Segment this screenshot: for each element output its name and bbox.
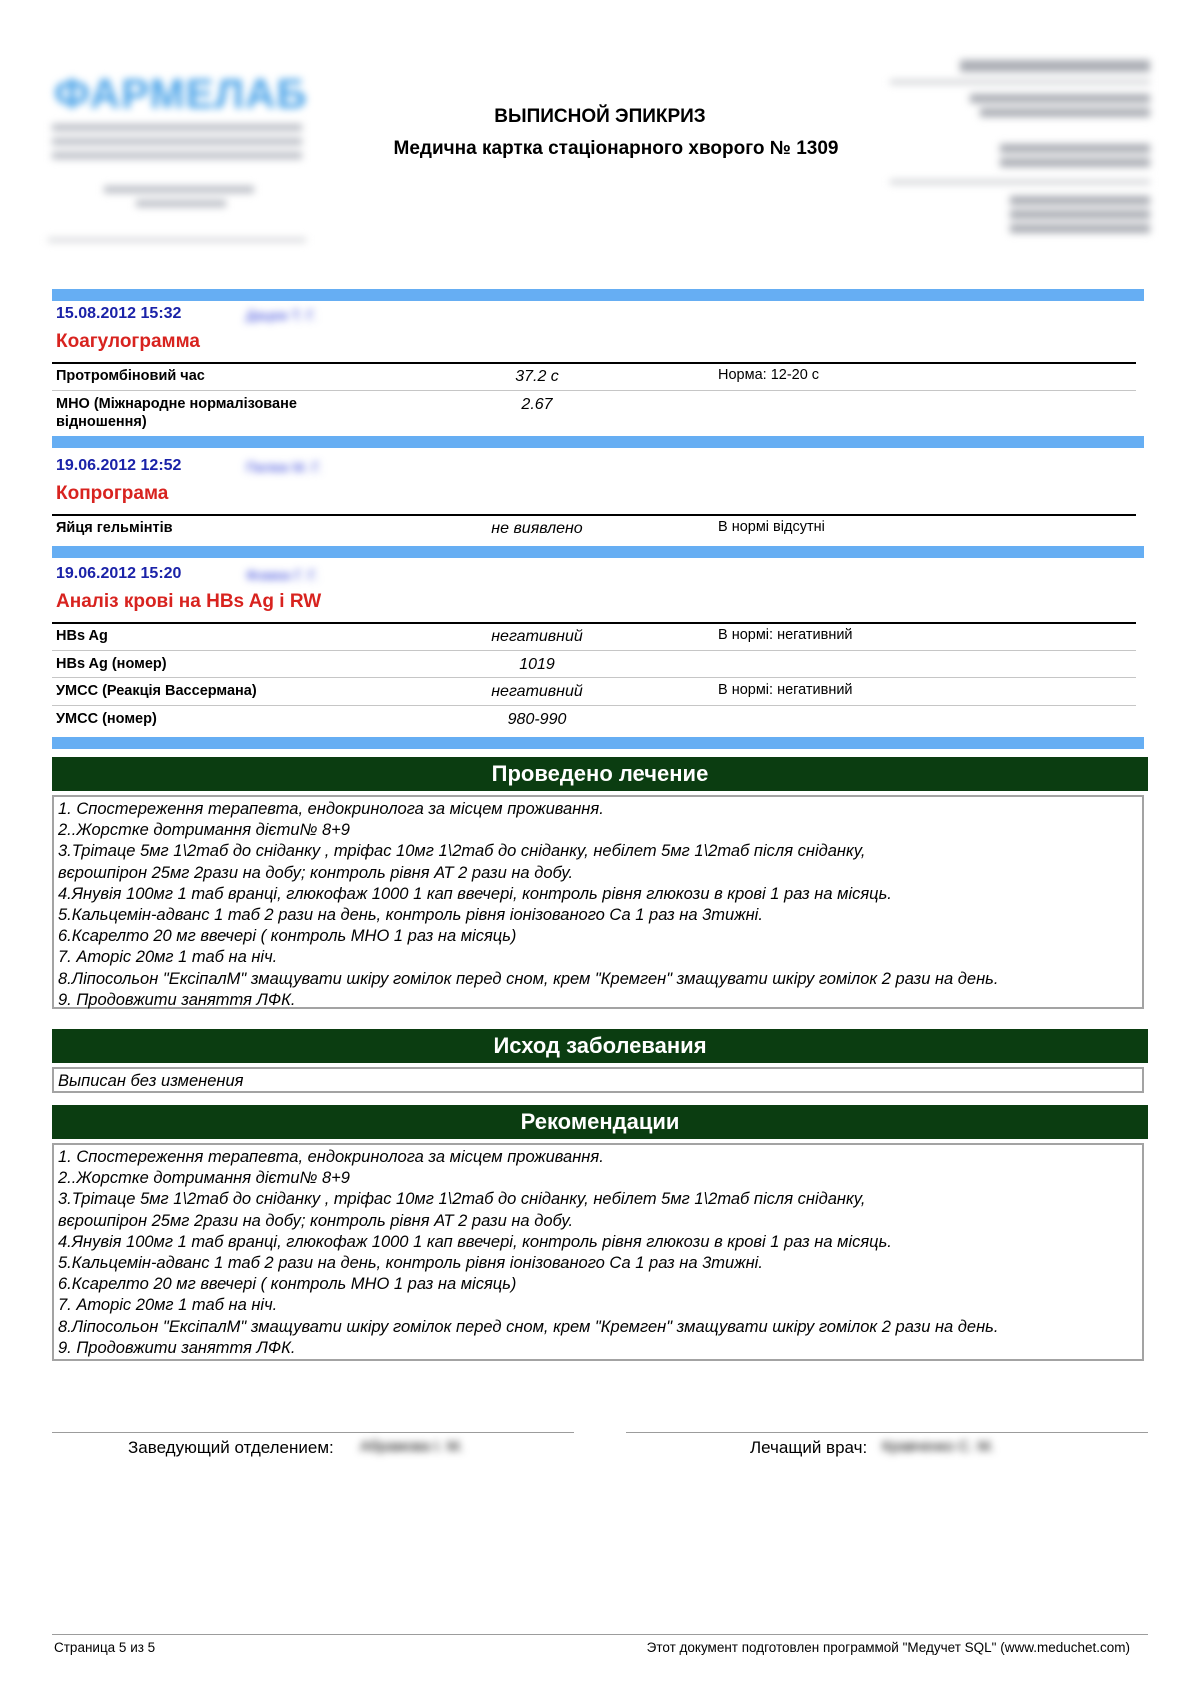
result-name: УМСС (Реакція Вассермана): [56, 683, 257, 699]
treatment-line: 4.Янувія 100мг 1 таб вранці, глюкофаж 1000 1 кап ввечері, контроль рівня глюкози в крові 1 раз на місяць.: [58, 884, 892, 903]
attending-doctor-label: Лечащий врач:: [750, 1438, 868, 1457]
recommendation-line: 1. Спостереження терапевта, ендокринолога за місцем проживання.: [58, 1148, 604, 1166]
treatment-header: Проведено лечение: [52, 757, 1148, 791]
treatment-line: 8.Ліпосольон "ЕксіпалМ" змащувати шкіру гомілок перед сном, крем "Кремген" змащувати шкіру гомілок 2 рази на день.: [58, 969, 999, 988]
footer-note: Этот документ подготовлен программой "Медучет SQL" (www.meduchet.com): [646, 1640, 1130, 1655]
recommendation-line: 9. Продовжити заняття ЛФК.: [58, 1338, 296, 1357]
document-title: ВЫПИСНОЙ ЭПИКРИЗ: [494, 106, 706, 127]
recommendation-line: 8.Ліпосольон "ЕксіпалМ" змащувати шкіру гомілок перед сном, крем "Кремген" змащувати шкіру гомілок 2 рази на день.: [58, 1317, 999, 1336]
recommendation-line: 5.Кальцемін-адванс 1 таб 2 рази на день, контроль рівня іонізованого Са 1 раз на 3тижні.: [58, 1254, 763, 1273]
row-divider: [52, 677, 1136, 678]
result-norm: Норма: 12-20 с: [718, 367, 820, 383]
page-number: Страница 5 из 5: [54, 1640, 156, 1655]
footer-rule: [52, 1634, 1148, 1635]
head-of-department-name: Абрамова І. М.: [360, 1438, 464, 1455]
recommendation-line: 6.Ксарелто 20 мг ввечері ( контроль МНО 1 раз на місяць): [58, 1275, 517, 1294]
result-norm: В нормі: негативний: [718, 627, 853, 643]
result-name: УМСС (номер): [56, 711, 157, 727]
recommendation-line: 3.Трітаце 5мг 1\2таб до сніданку , тріфас 10мг 1\2таб до сніданку, небілет 5мг 1\2таб після сніданку,: [58, 1190, 866, 1209]
treatment-line: 1. Спостереження терапевта, ендокринолога за місцем проживання.: [58, 800, 604, 818]
outcome-header: Исход заболевания: [52, 1029, 1148, 1063]
section-date: 19.06.2012 12:52: [56, 457, 182, 474]
document-subtitle: Медична картка стаціонарного хворого № 1309: [393, 138, 839, 159]
section-separator: [52, 436, 1144, 448]
treatment-text: [52, 795, 1144, 1009]
result-value: 1019: [519, 656, 555, 673]
section-title: Аналіз крові на HBs Ag і RW: [56, 591, 322, 612]
table-top-rule: [52, 514, 1136, 516]
result-value: 980-990: [507, 711, 567, 728]
signature-line-doctor: [626, 1432, 1148, 1433]
result-name: Протромбіновий час: [56, 368, 205, 384]
recommendation-line: 2..Жорстке дотримання дієти№ 8+9: [58, 1169, 350, 1188]
recommendation-line: 7. Аторіс 20мг 1 таб на ніч.: [58, 1296, 278, 1315]
head-of-department-label: Заведующий отделением:: [128, 1438, 334, 1457]
outcome-line: Выписан без изменения: [58, 1072, 244, 1090]
result-value: негативний: [491, 683, 583, 700]
section-separator: [52, 546, 1144, 558]
section-title: Коагулограмма: [56, 331, 200, 352]
treatment-line: вєрошпірон 25мг 2рази на добу; контроль рівня АТ 2 рази на добу.: [58, 863, 574, 882]
result-name: Яйця гельмінтів: [56, 520, 173, 536]
attending-doctor-name: Кравченко С. М.: [882, 1438, 995, 1455]
treatment-line: 2..Жорстке дотримання дієти№ 8+9: [58, 821, 350, 840]
recommendation-line: вєрошпірон 25мг 2рази на добу; контроль рівня АТ 2 рази на добу.: [58, 1211, 574, 1230]
result-name: МНО (Міжнародне нормалізоване відношення): [56, 396, 297, 430]
result-value: не виявлено: [491, 520, 583, 537]
recommendation-line: 4.Янувія 100мг 1 таб вранці, глюкофаж 1000 1 кап ввечері, контроль рівня глюкози в крові 1 раз на місяць.: [58, 1232, 892, 1251]
row-divider: [52, 390, 1136, 391]
section-date: 15.08.2012 15:32: [56, 305, 182, 322]
section-separator: [52, 737, 1144, 749]
outcome-text: [52, 1067, 1144, 1093]
result-norm: В нормі: негативний: [718, 682, 853, 698]
treatment-line: 7. Аторіс 20мг 1 таб на ніч.: [58, 948, 278, 967]
table-top-rule: [52, 622, 1136, 624]
result-value: 2.67: [521, 396, 553, 413]
section-date: 19.06.2012 15:20: [56, 565, 182, 582]
table-top-rule: [52, 362, 1136, 364]
row-divider: [52, 705, 1136, 706]
result-name: HBs Ag (номер): [56, 656, 167, 672]
signature-line-head: [52, 1432, 574, 1433]
treatment-line: 6.Ксарелто 20 мг ввечері ( контроль МНО 1 раз на місяць): [58, 927, 517, 946]
section-staff: Фомюк Г. Г.: [246, 567, 318, 583]
treatment-line: 3.Трітаце 5мг 1\2таб до сніданку , тріфас 10мг 1\2таб до сніданку, небілет 5мг 1\2таб після сніданку,: [58, 842, 866, 861]
result-value: негативний: [491, 628, 583, 645]
section-staff: Пилюк М. Г.: [246, 459, 322, 475]
section-title: Копрограма: [56, 483, 169, 504]
logo-text: ФАРМЕЛАБ: [54, 70, 308, 117]
recommendations-header: Рекомендации: [52, 1105, 1148, 1139]
section-separator: [52, 289, 1144, 301]
treatment-line: 5.Кальцемін-адванс 1 таб 2 рази на день, контроль рівня іонізованого Са 1 раз на 3тижні.: [58, 906, 763, 925]
treatment-line: 9. Продовжити заняття ЛФК.: [58, 990, 296, 1009]
result-norm: В нормі відсутні: [718, 519, 825, 535]
row-divider: [52, 650, 1136, 651]
result-name: HBs Ag: [56, 628, 108, 644]
result-value: 37.2 с: [515, 368, 559, 385]
recommendations-text: [52, 1143, 1144, 1361]
section-staff: Дацюк Т. Г.: [246, 307, 317, 323]
